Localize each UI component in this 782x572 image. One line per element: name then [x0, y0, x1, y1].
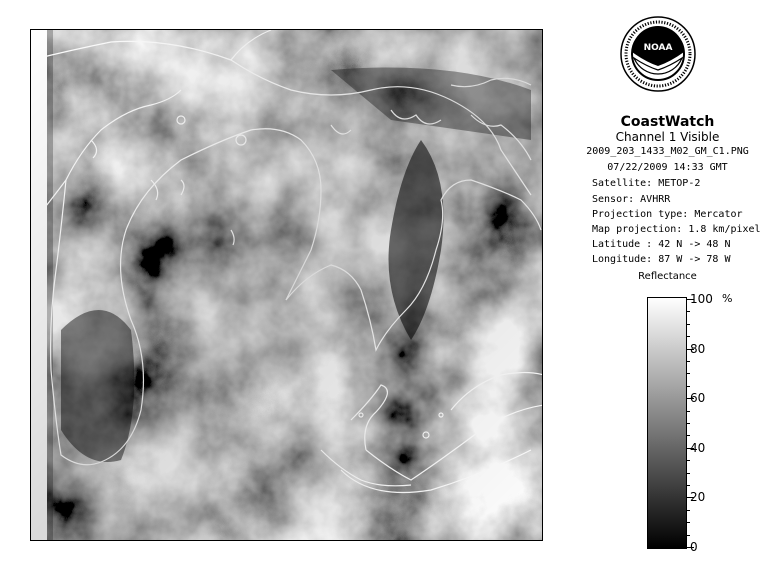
- colorbar-minor-tick: [686, 361, 690, 362]
- noaa-seal-icon: [620, 16, 696, 92]
- projection-type-label: Projection type: Mercator: [592, 209, 743, 220]
- colorbar-unit: %: [722, 292, 733, 305]
- colorbar-gradient: [647, 297, 687, 549]
- colorbar-minor-tick: [686, 423, 690, 424]
- satellite-label: Satellite: METOP-2: [592, 178, 701, 189]
- colorbar-minor-tick: [686, 510, 690, 511]
- colorbar-minor-tick: [686, 386, 690, 387]
- colorbar-tick-label: 60: [690, 391, 706, 405]
- map-projection-label: Map projection: 1.8 km/pixel: [592, 224, 761, 235]
- colorbar-minor-tick: [686, 435, 690, 436]
- file-name: 2009_203_1433_M02_GM_C1.PNG: [586, 146, 749, 157]
- colorbar-minor-tick: [686, 324, 690, 325]
- date-time: 07/22/2009 14:33 GMT: [607, 162, 728, 173]
- sensor-label: Sensor: AVHRR: [592, 194, 671, 205]
- longitude-label: Longitude: 87 W -> 78 W: [592, 254, 731, 265]
- satellite-map-image: [30, 29, 543, 541]
- colorbar-minor-tick: [686, 522, 690, 523]
- colorbar-tick-label: 0: [690, 540, 698, 554]
- app-title: CoastWatch: [620, 114, 715, 130]
- colorbar-tick-label: 40: [690, 441, 706, 455]
- colorbar-minor-tick: [686, 485, 690, 486]
- noaa-logo: [620, 16, 696, 92]
- colorbar-minor-tick: [686, 460, 690, 461]
- colorbar-minor-tick: [686, 411, 690, 412]
- colorbar-minor-tick: [686, 535, 690, 536]
- colorbar-tick-label: 100: [690, 292, 713, 306]
- satellite-map-svg: [31, 30, 543, 541]
- colorbar-tick-label: 20: [690, 490, 706, 504]
- colorbar-minor-tick: [686, 373, 690, 374]
- svg-text:NOAA: NOAA: [643, 43, 673, 53]
- colorbar-minor-tick: [686, 336, 690, 337]
- colorbar-minor-tick: [686, 473, 690, 474]
- colorbar-tick-label: 80: [690, 342, 706, 356]
- latitude-label: Latitude : 42 N -> 48 N: [592, 239, 731, 250]
- colorbar-minor-tick: [686, 311, 690, 312]
- channel-label: Channel 1 Visible: [615, 130, 720, 144]
- colorbar-title: Reflectance: [638, 271, 697, 282]
